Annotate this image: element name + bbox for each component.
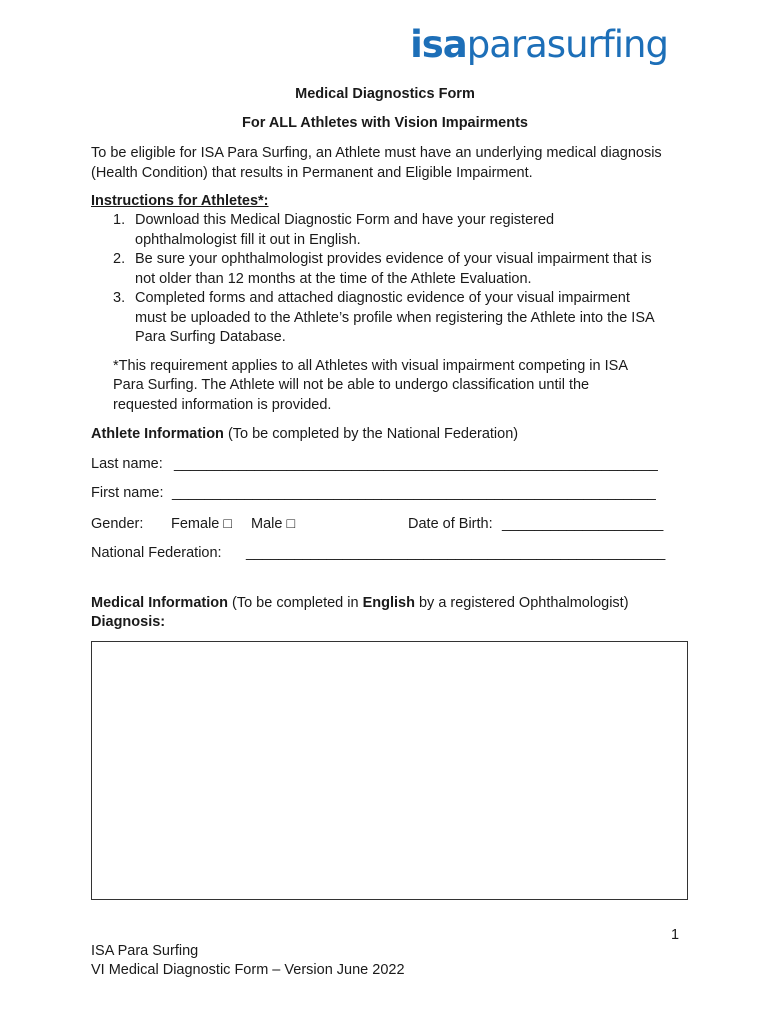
instruction-2-line-2: not older than 12 months at the time of the Athlete Evaluation. <box>135 271 532 287</box>
date-of-birth-field[interactable]: ____________________ <box>502 516 664 532</box>
instruction-1-line-1: Download this Medical Diagnostic Form and have your registered <box>135 212 555 228</box>
page-number: 1 <box>671 927 680 943</box>
requirement-note-line-3: requested information is provided. <box>113 397 332 413</box>
instruction-2-number: 2. <box>113 251 126 267</box>
medical-information-heading-english: English <box>362 595 415 611</box>
date-of-birth-label: Date of Birth: <box>408 516 493 532</box>
logo-parasurfing-text: parasurfing <box>466 23 668 66</box>
logo-isa-text: isa <box>410 23 467 66</box>
instruction-3-number: 3. <box>113 290 126 306</box>
instructions-heading: Instructions for Athletes*: <box>91 193 269 209</box>
instruction-3-line-3: Para Surfing Database. <box>135 329 286 345</box>
female-checkbox[interactable]: Female □ <box>171 516 233 532</box>
diagnosis-text-box[interactable] <box>91 641 688 900</box>
instruction-3-line-1: Completed forms and attached diagnostic evidence of your visual impairment <box>135 290 630 306</box>
athlete-information-heading <box>91 425 518 445</box>
form-title: Medical Diagnostics Form <box>295 86 475 102</box>
footer-form-version: VI Medical Diagnostic Form – Version June 2022 <box>91 962 405 978</box>
requirement-note-line-2: Para Surfing. The Athlete will not be able to undergo classification until the <box>113 377 590 393</box>
medical-information-heading-bold: Medical Information <box>91 595 228 611</box>
instruction-2-line-1: Be sure your ophthalmologist provides evidence of your visual impairment that is <box>135 251 652 267</box>
isa-parasurfing-logo <box>410 23 668 66</box>
first-name-label: First name: <box>91 485 164 501</box>
instruction-1-number: 1. <box>113 212 126 228</box>
athlete-information-heading-bold: Athlete Information <box>91 426 224 442</box>
national-federation-field[interactable]: ____________________________________________________ <box>246 545 666 561</box>
requirement-note-line-1: *This requirement applies to all Athletes with visual impairment competing in ISA <box>113 358 628 374</box>
athlete-information-heading-note: (To be completed by the National Federation) <box>223 426 519 442</box>
instruction-3-line-2: must be uploaded to the Athlete’s profile when registering the Athlete into the ISA <box>135 310 655 326</box>
intro-line-2: (Health Condition) that results in Permanent and Eligible Impairment. <box>91 165 533 181</box>
form-subtitle: For ALL Athletes with Vision Impairments <box>241 115 528 131</box>
intro-line-1: To be eligible for ISA Para Surfing, an Athlete must have an underlying medical diagnosis <box>91 145 662 161</box>
first-name-field[interactable]: ____________________________________________________________ <box>172 485 656 501</box>
gender-label: Gender: <box>91 516 144 532</box>
medical-information-heading <box>91 594 629 614</box>
last-name-field[interactable]: ____________________________________________________________ <box>174 456 658 472</box>
medical-information-heading-end: by a registered Ophthalmologist) <box>414 595 629 611</box>
last-name-label: Last name: <box>91 456 163 472</box>
diagnosis-label: Diagnosis: <box>91 614 166 630</box>
male-checkbox[interactable]: Male □ <box>251 516 296 532</box>
national-federation-label: National Federation: <box>91 545 222 561</box>
medical-information-heading-mid: (To be completed in <box>227 595 363 611</box>
footer-organization: ISA Para Surfing <box>91 943 199 959</box>
instruction-1-line-2: ophthalmologist fill it out in English. <box>135 232 361 248</box>
